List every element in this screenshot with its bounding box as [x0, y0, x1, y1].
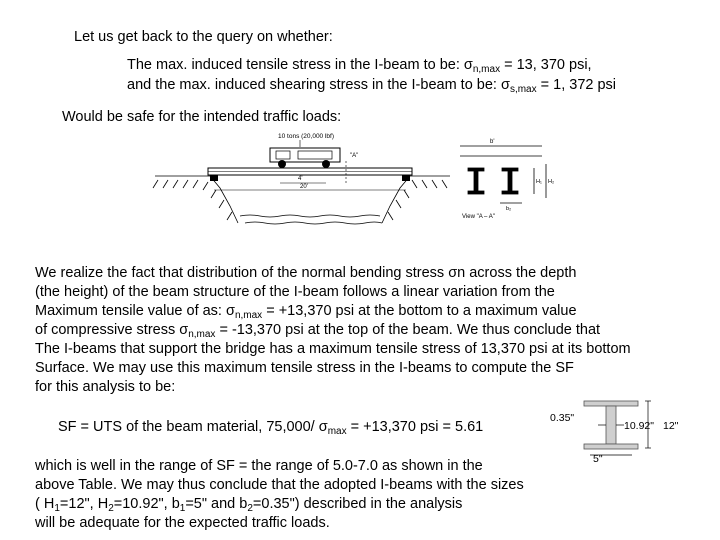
realize-line-2: (the height) of the beam structure of the I-beam follows a linear variation from the — [35, 284, 555, 300]
river-water — [240, 215, 382, 224]
safe-question: Would be safe for the intended traffic loads: — [62, 109, 342, 125]
span-small-label: 4' — [298, 176, 303, 182]
shear-stress-post: = 1, 372 psi — [536, 77, 617, 93]
left-bank — [153, 176, 238, 223]
h2-label: H₂ — [548, 179, 555, 185]
tensile-stress-post: = 13, 370 psi, — [500, 57, 592, 73]
c3-p1: ( H — [35, 496, 55, 512]
b2-label: b₂ — [506, 206, 512, 212]
ibeam-bottom-flange — [584, 444, 638, 449]
shear-stress-pre: and the max. induced shearing stress in the I-beam to be: σ — [127, 77, 510, 93]
realize-line-1: We realize the fact that distribution of the normal bending stress σn across the depth — [35, 265, 577, 281]
realize-line-5: The I-beams that support the bridge has a maximum tensile stress of 13,370 psi at its bottom — [35, 341, 631, 357]
realize-line-3-pre: Maximum tensile value of as: σ — [35, 303, 235, 319]
cross-section-view — [460, 146, 546, 203]
tensile-stress-pre: The max. induced tensile stress in the I-beam to be: σ — [127, 57, 473, 73]
ibeam-web — [606, 406, 616, 444]
h1-label: H₁ — [536, 179, 542, 185]
right-bank — [382, 176, 450, 223]
c3-p3: =10.92", b — [113, 496, 180, 512]
conclusion-paragraph — [35, 457, 524, 533]
conclusion-line-4: will be adequate for the expected traffic loads. — [35, 515, 330, 531]
realize-line-3-sub: n,max — [234, 310, 263, 321]
truck-label: 10 tons (20,000 lbf) — [278, 133, 335, 140]
realize-line-4-pre: of compressive stress σ — [35, 322, 189, 338]
left-support — [210, 175, 218, 181]
intro-text: Let us get back to the query on whether: — [74, 29, 333, 45]
web-thickness-label: 0.35" — [550, 412, 575, 424]
c3-s4: 2 — [247, 503, 253, 514]
sf-pre: SF = UTS of the beam material, 75,000/ σ — [58, 419, 328, 435]
c3-p2: =12", H — [59, 496, 109, 512]
c3-p5: =0.35") described in the analysis — [252, 496, 463, 512]
realize-line-3-post: = +13,370 psi at the bottom to a maximum value — [262, 303, 577, 319]
bridge-figure — [150, 128, 560, 238]
realize-line-4-post: = -13,370 psi at the top of the beam. We thus conclude that — [215, 322, 601, 338]
realize-line-4 — [35, 321, 631, 340]
shear-stress-line — [127, 77, 616, 94]
inner-height-label: 10.92" — [624, 420, 655, 432]
flange-width-label: 5" — [593, 453, 603, 465]
realize-line-4-sub: n,max — [188, 329, 216, 340]
realize-paragraph — [35, 264, 631, 397]
sf-equation — [58, 419, 483, 436]
b1-label: b' — [490, 139, 495, 145]
truck — [270, 148, 340, 168]
ibeam-top-flange — [584, 401, 638, 406]
right-support — [402, 175, 410, 181]
shear-stress-sub: s,max — [509, 84, 537, 95]
section-a-label: "A" — [350, 153, 359, 159]
realize-line-7: for this analysis to be: — [35, 379, 176, 395]
c3-s1: 1 — [54, 503, 60, 514]
conclusion-line-2: above Table. We may thus conclude that the adopted I-beams with the sizes — [35, 477, 524, 493]
tensile-stress-line — [127, 57, 592, 74]
sf-post: = +13,370 psi = 5.61 — [346, 419, 484, 435]
tensile-stress-sub: n,max — [472, 64, 501, 75]
view-label: View "A – A" — [462, 214, 495, 220]
span-large-label: 20' — [300, 184, 308, 190]
conclusion-line-3 — [35, 495, 524, 514]
sf-sub: max — [327, 426, 347, 437]
c3-s2: 2 — [108, 503, 114, 514]
c3-s3: 1 — [179, 503, 186, 514]
conclusion-line-1: which is well in the range of SF = the range of 5.0-7.0 as shown in the — [35, 458, 483, 474]
outer-height-label: 12" — [663, 420, 679, 432]
realize-line-3 — [35, 302, 631, 321]
c3-p4: =5" and b — [185, 496, 248, 512]
realize-line-6: Surface. We may use this maximum tensile stress in the I-beams to compute the SF — [35, 360, 574, 376]
